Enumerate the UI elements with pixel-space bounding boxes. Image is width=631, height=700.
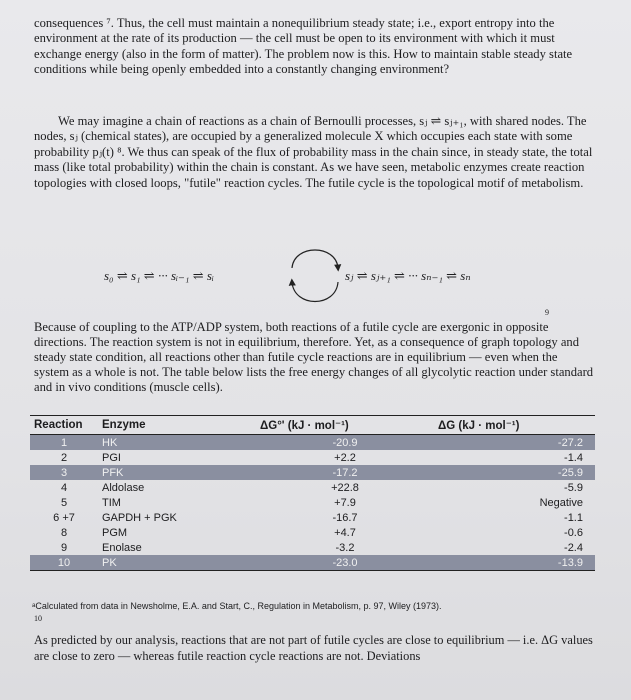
cycle-upper-arc <box>292 250 338 268</box>
header-reaction: Reaction <box>34 419 83 431</box>
futile-cycle-diagram <box>280 238 350 318</box>
table-row: 10 PK -23.0 -13.9 <box>30 555 595 571</box>
table-row: 6 +7 GAPDH + PGK -16.7 -1.1 <box>53 511 583 524</box>
glycolysis-table <box>30 415 595 571</box>
table-footnote: ᵃCalculated from data in Newsholme, E.A. and Start, C., Regulation in Metabolism, p. 97, Wiley (1973). <box>32 601 442 611</box>
table-row: 3 PFK -17.2 -25.9 <box>30 465 595 480</box>
paragraph-coupling: Because of coupling to the ATP/ADP system, both reactions of a futile cycle are exergonic in opposite directions. The reaction system is not in equilibrium, therefore. Yet, as a consequence of graph topology and steady state condition, all reactions other than futile cycle reactions are in equilibrium — even when the system as a whole is not. The table below lists the free energy changes of all glycolytic reaction under standard and in vivo conditions (muscle cells). <box>34 320 594 394</box>
paragraph-prediction: As predicted by our analysis, reactions that are not part of futile cycles are close to equilibrium — i.e. ΔG values are close to zero — whereas futile reaction cycle reactions are not. Deviations <box>34 633 593 663</box>
paragraph-bernoulli: We may imagine a chain of reactions as a chain of Bernoulli processes, sⱼ ⇌ sⱼ₊₁, with shared nodes. The nodes, sⱼ (chemical states), are occupied by a generalized molecule X which occupies each state with some probability pⱼ(t) ⁸. We thus can speak of the flux of probability mass in the chain since, in steady state, the total mass (like total probability) within the chain is constant. As we have seen, metabolic enzymes create reaction topologies with closed loops, "futile" reaction cycles. The futile cycle is the topological motif of metabolism. <box>34 114 593 190</box>
table-row: 1 HK -20.9 -27.2 <box>30 435 595 451</box>
table-row: 9 Enolase -3.2 -2.4 <box>60 541 583 554</box>
table-row: 8 PGM +4.7 -0.6 <box>60 526 583 539</box>
header-dg-standard: ΔG°' (kJ · mol⁻¹) <box>260 420 349 432</box>
table-row: 4 Aldolase +22.8 -5.9 <box>60 481 583 494</box>
paragraph-consequences: consequences ⁷. Thus, the cell must maintain a nonequilibrium steady state; i.e., export entropy into the environment at the rate of its production — the cell must be open to its environment with which it must exchange energy (also in the form of matter). The problem now is this. How to maintain stable steady state conditions while being openly embedded into a constantly changing environment? <box>34 16 573 77</box>
header-enzyme: Enzyme <box>102 419 146 431</box>
header-dg-invivo: ΔG (kJ · mol⁻¹) <box>438 420 520 432</box>
reference-nine: 9 <box>545 308 549 317</box>
chain-left-equation: s₀ ⇌ s₁ ⇌ ··· sᵢ₋₁ ⇌ sᵢ <box>104 268 214 283</box>
cycle-lower-arc <box>292 282 338 302</box>
reference-ten: 10 <box>34 614 42 623</box>
table-row: 2 PGI +2.2 -1.4 <box>60 451 583 464</box>
table-row: 5 TIM +7.9 Negative <box>60 496 583 509</box>
chain-right-equation: sⱼ ⇌ sⱼ₊₁ ⇌ ··· sₙ₋₁ ⇌ sₙ <box>345 268 471 283</box>
